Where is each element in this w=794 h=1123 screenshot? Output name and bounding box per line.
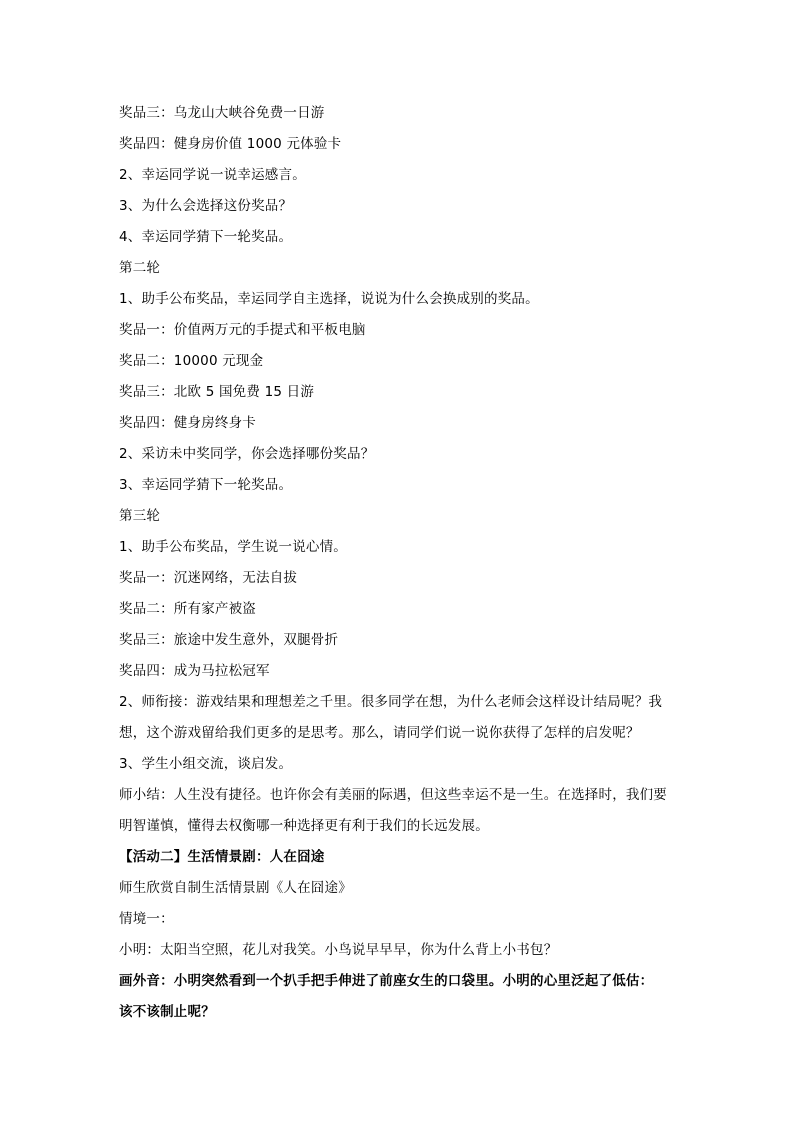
text-line: 小明：太阳当空照，花儿对我笑。小鸟说早早早，你为什么背上小书包？ (119, 942, 558, 958)
text-line: 2、采访未中奖同学，你会选择哪份奖品？ (119, 446, 375, 462)
text-line: 1、助手公布奖品，幸运同学自主选择，说说为什么会换成别的奖品。 (119, 291, 539, 307)
text-line: 奖品一：价值两万元的手提式和平板电脑 (119, 322, 366, 338)
text-line: 师生欣赏自制生活情景剧《人在囧途》 (119, 880, 352, 896)
text-line: 奖品四：健身房价值 1000 元体验卡 (119, 136, 342, 152)
text-line: 奖品一：沉迷网络，无法自拔 (119, 570, 298, 586)
text-line: 3、学生小组交流，谈启发。 (119, 756, 293, 772)
text-line: 奖品二：所有家产被盗 (119, 601, 256, 617)
text-line: 奖品三：北欧 5 国免费 15 日游 (119, 384, 315, 400)
text-line: 3、幸运同学猜下一轮奖品。 (119, 477, 293, 493)
voiceover-line: 画外音：小明突然看到一个扒手把手伸进了前座女生的口袋里。小明的心里泛起了低估： (119, 973, 654, 989)
text-line: 奖品三：旅途中发生意外，双腿骨折 (119, 632, 339, 648)
document-body (119, 98, 679, 1028)
text-line: 1、助手公布奖品，学生说一说心情。 (119, 539, 347, 555)
text-line: 奖品四：健身房终身卡 (119, 415, 256, 431)
text-line: 明智谨慎，懂得去权衡哪一种选择更有利于我们的长远发展。 (119, 818, 489, 834)
text-line: 奖品二：10000 元现金 (119, 353, 264, 369)
text-line: 想，这个游戏留给我们更多的是思考。那么，请同学们说一说你获得了怎样的启发呢？ (119, 725, 640, 741)
round-heading: 第二轮 (119, 260, 161, 276)
text-line: 奖品四：成为马拉松冠军 (119, 663, 270, 679)
text-line: 师小结：人生没有捷径。也许你会有美丽的际遇，但这些幸运不是一生。在选择时，我们要 (119, 787, 667, 803)
activity-heading: 【活动二】生活情景剧：人在囧途 (119, 849, 325, 865)
text-line: 奖品三：乌龙山大峡谷免费一日游 (119, 105, 325, 121)
text-line: 4、幸运同学猜下一轮奖品。 (119, 229, 293, 245)
text-line: 3、为什么会选择这份奖品？ (119, 198, 293, 214)
text-line: 情境一： (119, 911, 174, 927)
text-line: 2、师衔接：游戏结果和理想差之千里。很多同学在想，为什么老师会这样设计结局呢？我 (119, 694, 663, 710)
round-heading: 第三轮 (119, 508, 161, 524)
text-line: 2、幸运同学说一说幸运感言。 (119, 167, 306, 183)
voiceover-line: 该不该制止呢？ (119, 1004, 215, 1020)
